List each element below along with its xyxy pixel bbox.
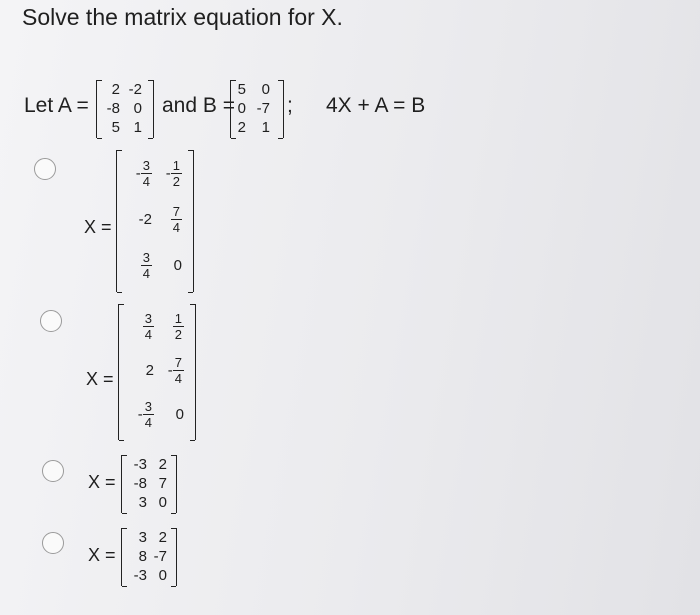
option-3-x-label: X = bbox=[88, 472, 116, 492]
option-3-cell: -8 bbox=[133, 475, 147, 492]
option-4-cell: 2 bbox=[158, 529, 167, 546]
option-4-matrix bbox=[121, 528, 177, 586]
option-3-radio[interactable] bbox=[42, 460, 64, 482]
option-2-cell: - $\frac{7}{4}$ bbox=[167, 354, 182, 386]
option-3-cell: 0 bbox=[158, 494, 167, 511]
option-2-cell: $\frac{3}{4}$ bbox=[144, 310, 152, 342]
option-3-cell: 2 bbox=[158, 456, 167, 473]
matrix-a-cell: -2 bbox=[128, 81, 142, 98]
option-1-x-label: X = bbox=[84, 217, 112, 237]
matrix-a-cell: 0 bbox=[133, 100, 142, 117]
option-3-cell: 7 bbox=[158, 475, 167, 492]
option-4-cell: -3 bbox=[133, 567, 147, 584]
option-2-cell: - $\frac{3}{4}$ bbox=[137, 398, 152, 430]
let-a-label: Let A = bbox=[24, 94, 89, 117]
and-b-label: and B = bbox=[162, 94, 235, 117]
matrix-b-cell: 2 bbox=[237, 119, 246, 136]
matrix-b-cell: 0 bbox=[237, 100, 246, 117]
matrix-a-cell: 5 bbox=[111, 119, 120, 136]
option-3-cell: -3 bbox=[133, 456, 147, 473]
option-1-cell: - $\frac{1}{2}$ bbox=[165, 157, 180, 189]
option-4-cell: 3 bbox=[138, 529, 147, 546]
option-1-radio[interactable] bbox=[34, 158, 56, 180]
option-2-radio[interactable] bbox=[40, 310, 62, 332]
matrix-a-cell: -8 bbox=[106, 100, 120, 117]
option-3-cell: 3 bbox=[138, 494, 147, 511]
matrix-b-cell: 0 bbox=[261, 81, 270, 98]
option-2-matrix bbox=[118, 304, 196, 440]
option-1-cell: - $\frac{3}{4}$ bbox=[135, 157, 150, 189]
option-4-x-label: X = bbox=[88, 545, 116, 565]
option-2-x-label: X = bbox=[86, 369, 114, 389]
option-1-cell: 0 bbox=[173, 256, 182, 274]
semicolon: ; bbox=[287, 94, 293, 117]
option-1-cell: $\frac{3}{4}$ bbox=[142, 249, 150, 281]
option-4-cell: 8 bbox=[138, 548, 147, 565]
equation-label: 4X + A = B bbox=[326, 94, 426, 117]
option-2-cell: $\frac{1}{2}$ bbox=[174, 310, 182, 342]
option-1-cell: $\frac{7}{4}$ bbox=[172, 203, 180, 235]
option-4-radio[interactable] bbox=[42, 532, 64, 554]
option-4-cell: 0 bbox=[158, 567, 167, 584]
option-1-cell: -2 bbox=[138, 210, 152, 228]
matrix-b-cell: -7 bbox=[256, 100, 270, 117]
option-2-cell: 0 bbox=[175, 405, 184, 423]
matrix-a-cell: 2 bbox=[111, 81, 120, 98]
option-3-matrix bbox=[121, 455, 177, 513]
option-1-matrix bbox=[116, 150, 194, 292]
matrix-b-cell: 5 bbox=[237, 81, 246, 98]
option-2-cell: 2 bbox=[145, 361, 154, 379]
option-4-cell: -7 bbox=[153, 548, 167, 565]
matrix-b bbox=[230, 80, 284, 138]
question-title: Solve the matrix equation for X. bbox=[22, 4, 343, 30]
matrix-b-cell: 1 bbox=[261, 119, 270, 136]
matrix-a bbox=[96, 80, 154, 138]
matrix-a-cell: 1 bbox=[133, 119, 142, 136]
